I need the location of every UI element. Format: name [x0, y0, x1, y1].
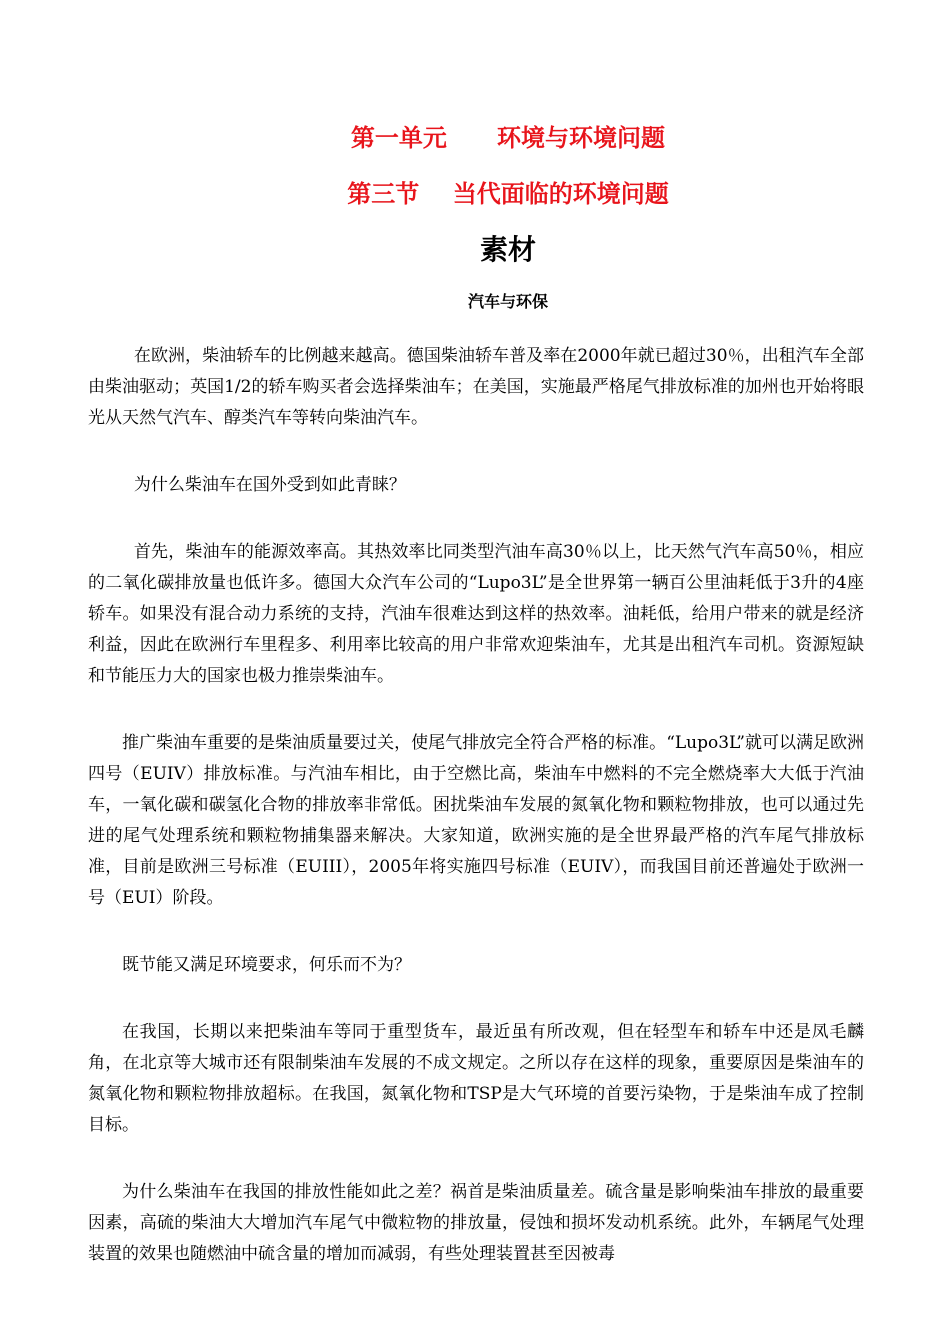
paragraph-question-why-popular: 为什么柴油车在国外受到如此青睐？ — [133, 475, 406, 495]
paragraph-rhetorical-question: 既节能又满足环境要求，何乐而不为？ — [122, 955, 411, 975]
paragraph-emission-standards: 推广柴油车重要的是柴油质量要过关，使尾气排放完全符合严格的标准。“Lupo3L”就可以满足欧洲四号（EUIV）排放标准。与汽油车相比，由于空燃比高，柴油车中燃料的不完全燃烧率大大低于汽油车，一氧化碳和碳氢化合物的排放率非常低。困扰柴油车发展的氮氧化物和颗粒物排放，也可以通过先进的尾气处理系统和颗粒物捕集器来解决。大家知道，欧洲实施的是全世界最严格的汽车尾气排放标准，目前是欧洲三号标准（EUIII），2005年将实施四号标准（EUIV），而我国目前还普遍处于欧洲一号（EUI）阶段。 — [88, 733, 864, 908]
unit-title: 第一单元 环境与环境问题 — [350, 124, 666, 152]
paragraph-europe-diesel: 在欧洲，柴油轿车的比例越来越高。德国柴油轿车普及率在2000年就已超过30％，出租汽车全部由柴油驱动；英国1/2的轿车购买者会选择柴油车；在美国，实施最严格尾气排放标准的加州也开始将眼光从天然气汽车、醇类汽车等转向柴油汽车。 — [88, 346, 864, 428]
section-title: 第三节 当代面临的环境问题 — [347, 180, 669, 208]
article-body — [88, 341, 864, 1270]
paragraph-china-situation: 在我国，长期以来把柴油车等同于重型货车，最近虽有所改观，但在轻型车和轿车中还是凤毛麟角，在北京等大城市还有限制柴油车发展的不成文规定。之所以存在这样的现象，重要原因是柴油车的氮氧化物和颗粒物排放超标。在我国，氮氧化物和TSP是大气环境的首要污染物，于是柴油车成了控制目标。 — [88, 1022, 864, 1135]
paragraph-fuel-quality: 为什么柴油车在我国的排放性能如此之差？祸首是柴油质量差。硫含量是影响柴油车排放的最重要因素，高硫的柴油大大增加汽车尾气中微粒物的排放量，侵蚀和损坏发动机系统。此外，车辆尾气处理装置的效果也随燃油中硫含量的增加而减弱，有些处理装置甚至因被毒 — [88, 1182, 864, 1264]
article-title: 汽车与环保 — [467, 292, 548, 311]
document-type-heading: 素材 — [479, 233, 536, 266]
paragraph-energy-efficiency: 首先，柴油车的能源效率高。其热效率比同类型汽油车高30％以上，比天然气汽车高50％，相应的二氧化碳排放量也低许多。德国大众汽车公司的“Lupo3L”是全世界第一辆百公里油耗低于3升的4座轿车。如果没有混合动力系统的支持，汽油车很难达到这样的热效率。油耗低，给用户带来的就是经济利益，因此在欧洲行车里程多、利用率比较高的用户非常欢迎柴油车，尤其是出租汽车司机。资源短缺和节能压力大的国家也极力推崇柴油车。 — [88, 542, 864, 686]
